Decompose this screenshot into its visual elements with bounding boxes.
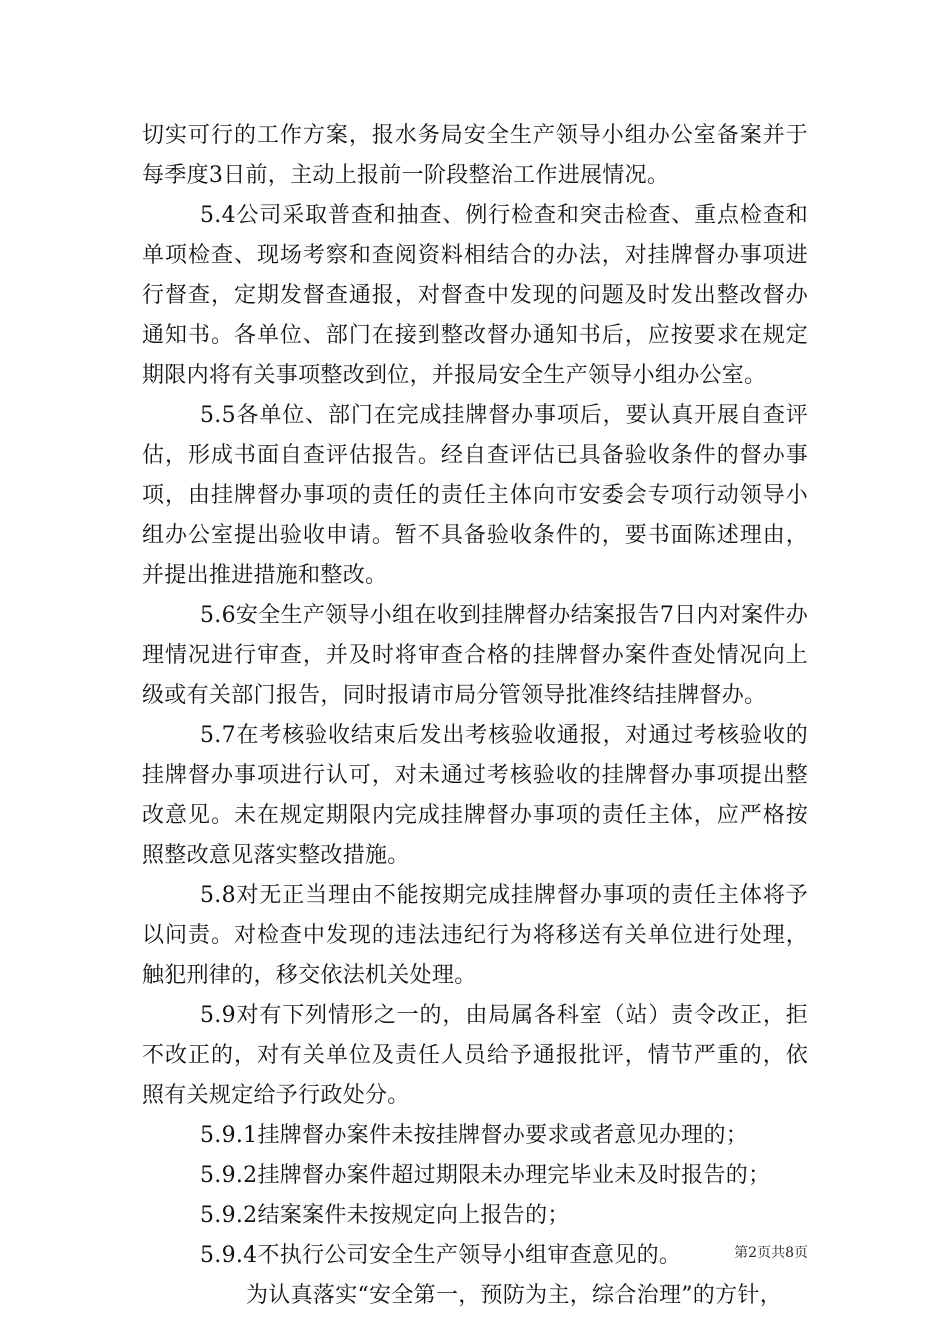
list-item-5-9-4: 5.9.4不执行公司安全生产领导小组审查意见的。 xyxy=(200,1243,682,1268)
list-item-5-9-2b: 5.9.2结案案件未按规定向上报告的； xyxy=(200,1203,570,1228)
paragraph-5-5: 5.5各单位、部门在完成挂牌督办事项后，要认真开展自查评估，形成书面自查评估报告。经自查评估已具备验收条件的督办事项，由挂牌督办事项的责任的责任主体向市安委会专项行动领导小组办公室提出验收申请。暂不具备验收条件的，要书面陈述理由，并提出推进措施和整改。 xyxy=(142,403,808,588)
paragraph-5-4: 5.4公司采取普查和抽查、例行检查和突击检查、重点检查和单项检查、现场考察和查阅资料相结合的办法，对挂牌督办事项进行督查，定期发督查通报，对督查中发现的问题及时发出整改督办通知书。各单位、部门在接到整改督办通知书后，应按要求在规定期限内将有关事项整改到位，并报局安全生产领导小组办公室。 xyxy=(142,203,808,388)
list-item-5-9-1: 5.9.1挂牌督办案件未按挂牌督办要求或者意见办理的； xyxy=(200,1123,749,1148)
document-body xyxy=(142,116,808,1316)
paragraph-continuation: 切实可行的工作方案，报水务局安全生产领导小组办公室备案并于每季度3日前，主动上报前一阶段整治工作进展情况。 xyxy=(142,123,808,188)
paragraph-5-9: 5.9对有下列情形之一的，由局属各科室（站）责令改正，拒不改正的，对有关单位及责任人员给予通报批评，情节严重的，依照有关规定给予行政处分。 xyxy=(142,1003,808,1108)
paragraph-5-6: 5.6安全生产领导小组在收到挂牌督办结案报告7日内对案件办理情况进行审查，并及时将审查合格的挂牌督办案件查处情况向上级或有关部门报告，同时报请市局分管领导批准终结挂牌督办。 xyxy=(142,603,808,708)
paragraph-5-7: 5.7在考核验收结束后发出考核验收通报，对通过考核验收的挂牌督办事项进行认可，对未通过考核验收的挂牌督办事项提出整改意见。未在规定期限内完成挂牌督办事项的责任主体，应严格按照整改意见落实整改措施。 xyxy=(142,723,808,868)
list-item-5-9-2a: 5.9.2挂牌督办案件超过期限未办理完毕业未及时报告的； xyxy=(200,1163,771,1188)
paragraph-closing-start: 为认真落实“安全第一，预防为主，综合治理”的方针， xyxy=(246,1283,782,1308)
paragraph-5-8: 5.8对无正当理由不能按期完成挂牌督办事项的责任主体将予以问责。对检查中发现的违法违纪行为将移送有关单位进行处理，触犯刑律的，移交依法机关处理。 xyxy=(142,883,808,988)
page-number-footer: 第2页共8页 xyxy=(734,1245,808,1261)
